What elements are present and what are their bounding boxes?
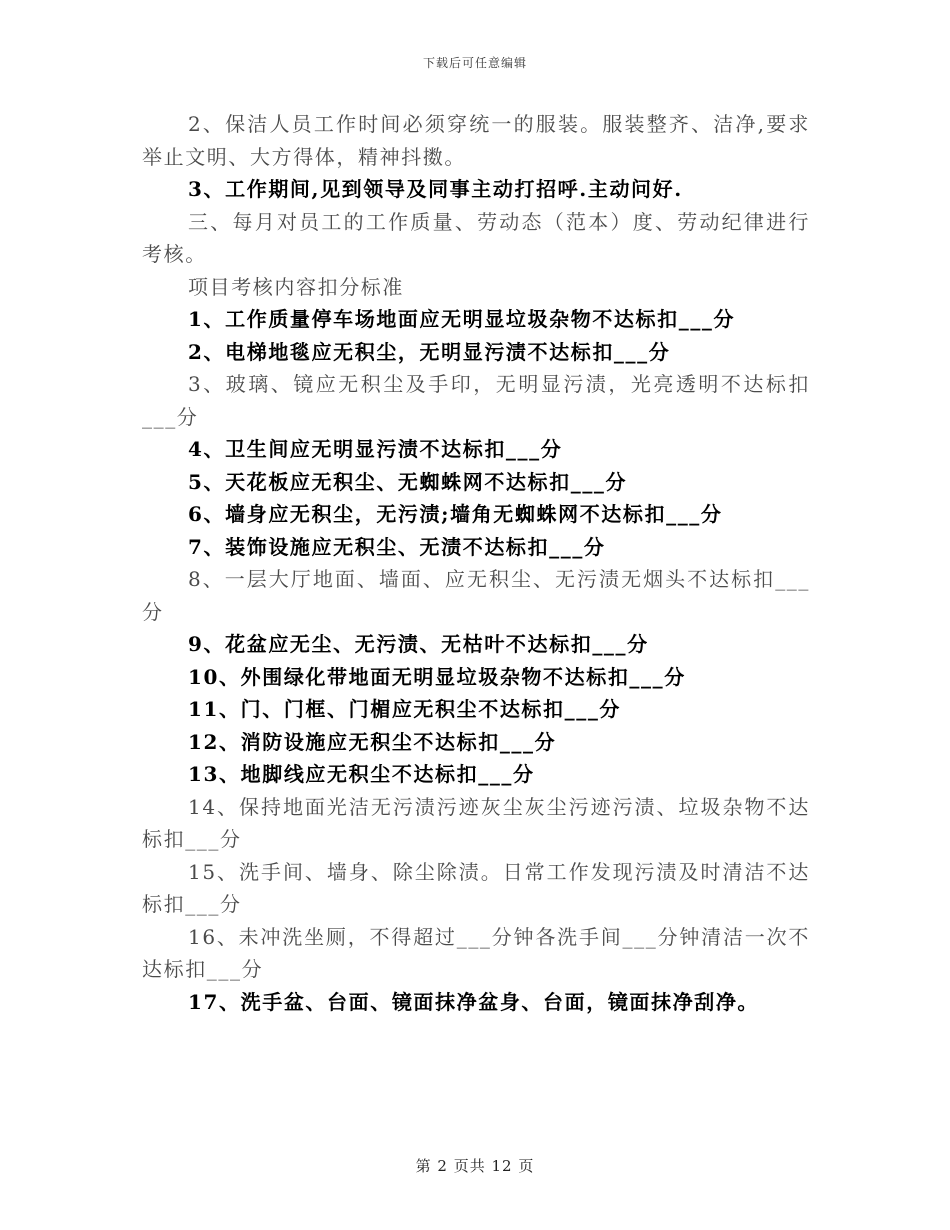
paragraph-2: 3、工作期间,见到领导及同事主动打招呼.主动问好.	[188, 177, 683, 201]
paragraph-3: 三、每月对员工的工作质量、劳动态（范本）度、劳动纪律进行考核。	[142, 209, 810, 266]
paragraph-6: 2、电梯地毯应无积尘，无明显污渍不达标扣___分	[188, 339, 671, 364]
paragraph-5: 1、工作质量停车场地面应无明显垃圾杂物不达标扣___分	[188, 307, 736, 331]
paragraph-10: 6、墙身应无积尘，无污渍;墙角无蜘蛛网不达标扣___分	[188, 502, 723, 526]
paragraph-15: 11、门、门框、门楣应无积尘不达标扣___分	[188, 697, 622, 721]
paragraph-7: 3、玻璃、镜应无积尘及手印，无明显污渍，光亮透明不达标扣___分	[142, 372, 810, 429]
paragraph-17: 13、地脚线应无积尘不达标扣___分	[188, 762, 535, 786]
paragraph-8: 4、卫生间应无明显污渍不达标扣___分	[188, 437, 563, 461]
paragraph-19: 15、洗手间、墙身、除尘除渍。日常工作发现污渍及时清洁不达标扣___分	[142, 859, 810, 916]
paragraph-18: 14、保持地面光洁无污渍污迹灰尘灰尘污迹污渍、垃圾杂物不达标扣___分	[142, 794, 810, 851]
paragraph-21: 17、洗手盆、台面、镜面抹净盆身、台面，镜面抹净刮净。	[188, 989, 760, 1014]
header-note: 下载后可任意编辑	[422, 56, 527, 70]
paragraph-11: 7、装饰设施应无积尘、无渍不达标扣___分	[188, 534, 606, 559]
paragraph-13: 9、花盆应无尘、无污渍、无枯叶不达标扣___分	[188, 632, 649, 656]
paragraph-12: 8、一层大厅地面、墙面、应无积尘、无污渍无烟头不达标扣___分	[142, 567, 810, 624]
paragraph-9: 5、天花板应无积尘、无蜘蛛网不达标扣___分	[188, 469, 628, 494]
paragraph-1: 2、保洁人员工作时间必须穿统一的服装。服装整齐、洁净,要求举止文明、大方得体，精神抖擞。	[142, 112, 810, 169]
page-number: 第 2 页共 12 页	[415, 1157, 535, 1175]
paragraph-16: 12、消防设施应无积尘不达标扣___分	[188, 729, 557, 754]
paragraph-20: 16、未冲洗坐厕，不得超过___分钟各洗手间___分钟清洁一次不达标扣___分	[142, 924, 810, 981]
document-body	[142, 108, 810, 1018]
paragraph-14: 10、外围绿化带地面无明显垃圾杂物不达标扣___分	[188, 664, 686, 689]
paragraph-4: 项目考核内容扣分标准	[188, 274, 404, 299]
